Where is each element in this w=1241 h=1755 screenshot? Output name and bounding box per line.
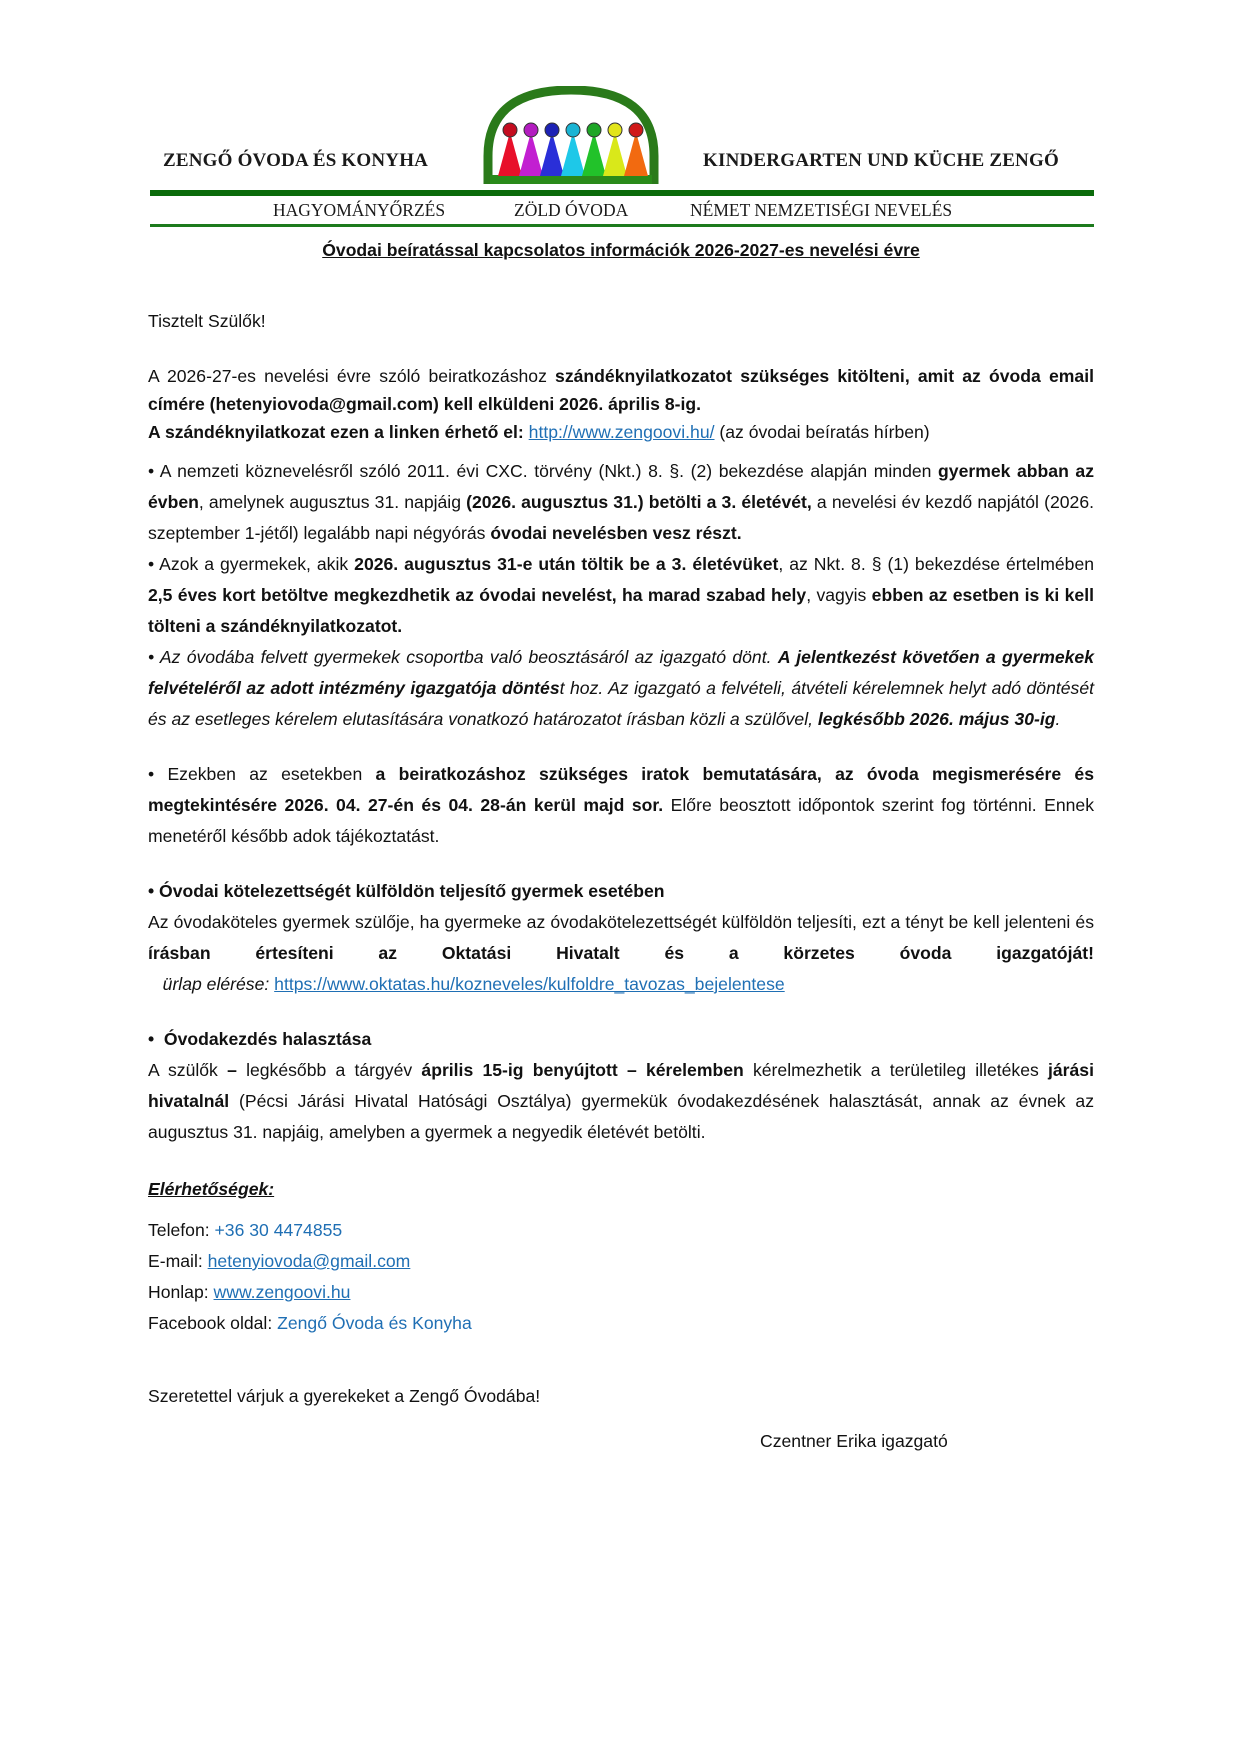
abroad-form-link[interactable]: https://www.oktatas.hu/kozneveles/kulfoldre_tavozas_bejelentese <box>274 974 785 994</box>
contact-email-row <box>148 1246 1094 1277</box>
section-postponement <box>148 1024 1094 1148</box>
bullet1-bold: gyermek abban az évben <box>148 461 1095 512</box>
bullet1-bold3: óvodai nevelésben vesz részt. <box>490 523 742 543</box>
bullet1-text: • A nemzeti köznevelésről szóló 2011. évi CXC. törvény (Nkt.) 8. §. (2) bekezdése alapján minden <box>148 461 939 481</box>
bullet-document-presentation <box>148 759 1094 852</box>
header-title-hungarian: ZENGŐ ÓVODA ÉS KONYHA <box>163 150 429 171</box>
postpone-heading: • Óvodakezdés halasztása <box>148 1029 372 1049</box>
web-label: Honlap: <box>148 1282 214 1302</box>
subtitle-green-kindergarten: ZÖLD ÓVODA <box>514 200 629 220</box>
header-divider-thin <box>150 224 1094 227</box>
postpone-text3: kérelmezhetik a területileg illetékes <box>743 1060 1048 1080</box>
postpone-text2: legkésőbb a tárgyév <box>236 1060 422 1080</box>
contact-facebook-row <box>148 1308 1094 1339</box>
bullet-early-admission <box>148 549 1094 642</box>
contact-phone-row <box>148 1215 1094 1246</box>
abroad-bold: írásban értesíteni az Oktatási Hivatalt és a körzetes óvoda igazgatóját! <box>148 943 1094 963</box>
bullet2-bold3: ebben az esetben is ki kell tölteni a szándéknyilatkozatot. <box>148 585 1094 636</box>
header-divider-thick <box>150 190 1094 196</box>
intro-bold: szándéknyilatkozatot szükséges kitölteni, amit az óvoda email címére (hetenyiovoda@gmail.com) kell elküldeni 2026. április 8-ig. <box>148 366 1094 414</box>
document-title: Óvodai beíratással kapcsolatos információk 2026-2027-es nevelési évre <box>322 240 920 260</box>
bullet3-bold: A jelentkezést követően a gyermekek felvételéről az adott intézmény igazgatója döntés <box>148 647 1094 698</box>
intro-text: A 2026-27-es nevelési évre szóló beiratkozáshoz <box>148 366 556 386</box>
bullet3-bold2: legkésőbb 2026. május 30-ig <box>817 709 1056 729</box>
closing-line: Szeretettel várjuk a gyerekeket a Zengő Óvodába! <box>148 1386 541 1406</box>
bullet4-text2: Előre beosztott időpontok szerint fog történni. Ennek menetéről később adok tájékoztatást. <box>148 795 1094 846</box>
bullet4-text: • Ezekben az esetekben <box>148 764 376 784</box>
postpone-text4: (Pécsi Járási Hivatal Hatósági Osztálya) gyermekük óvodakezdésének halasztását, annak az évnek az augusztus 31. napjáig, amelyben a gyermek a negyedik életévét betölti. <box>148 1091 1094 1142</box>
intro-link-note: (az óvodai beíratás hírben) <box>714 422 930 442</box>
bullet-mandatory-attendance <box>148 456 1094 549</box>
bullet2-text2: , az Nkt. 8. § (1) bekezdése értelmében <box>778 554 1095 574</box>
bullet3-text: • Az óvodába felvett gyermekek csoportba való beosztásáról az igazgató dönt. <box>148 647 778 667</box>
bullet2-bold2: 2,5 éves kort betöltve megkezdhetik az óvodai nevelést, ha marad szabad hely <box>148 585 807 605</box>
kindergarten-arch-logo-icon <box>476 86 666 186</box>
postpone-bold: április 15-ig benyújtott – kérelemben <box>421 1060 744 1080</box>
contacts-section <box>148 1174 1094 1339</box>
bullet3-text2: t hoz. Az igazgató a felvételi, átvételi kérelemnek helyt adó döntését és az esetleges kérelem elutasítására vonatkozó határozatot írásban közli a szülővel, <box>148 678 1095 729</box>
phone-label: Telefon: <box>148 1220 215 1240</box>
bullet4-bold: a beiratkozáshoz szükséges iratok bemutatására, az óvoda megismerésére és megtekintésére 2026. 04. 27-én és 04. 28-án kerül majd sor. <box>148 764 1094 815</box>
postpone-bold2: járási hivatalnál <box>148 1060 1094 1111</box>
abroad-heading: • Óvodai kötelezettségét külföldön teljesítő gyermek esetében <box>148 881 665 901</box>
email-link[interactable]: hetenyiovoda@gmail.com <box>207 1251 411 1271</box>
postpone-dash: – <box>227 1060 237 1080</box>
bullet3-text3: . <box>1055 709 1061 729</box>
bullet-admission-decision <box>148 642 1094 735</box>
greeting: Tisztelt Szülők! <box>148 311 266 331</box>
subtitle-tradition: HAGYOMÁNYŐRZÉS <box>273 200 446 220</box>
bullet1-text2: , amelynek augusztus 31. napjáig <box>198 492 467 512</box>
abroad-form-label: ürlap elérése: <box>148 974 275 994</box>
intro-paragraph <box>148 362 1094 446</box>
header-subtitle-bar <box>150 198 1094 224</box>
contacts-title: Elérhetőségek: <box>148 1179 275 1199</box>
intro-link-label: A szándéknyilatkozat ezen a linken érhető el: <box>148 422 529 442</box>
document-body <box>148 236 1094 1457</box>
registration-link[interactable]: http://www.zengoovi.hu/ <box>528 422 715 442</box>
contact-web-row <box>148 1277 1094 1308</box>
bullet1-text3: a nevelési év kezdő napjától (2026. szeptember 1-jétől) legalább napi négyórás <box>148 492 1094 543</box>
bullet2-bold: 2026. augusztus 31-e után töltik be a 3. életévüket <box>354 554 779 574</box>
postpone-text: A szülők <box>148 1060 228 1080</box>
header-title-german: KINDERGARTEN UND KÜCHE ZENGŐ <box>703 150 1059 171</box>
phone-link[interactable]: +36 30 4474855 <box>214 1220 343 1240</box>
facebook-link[interactable]: Zengő Óvoda és Konyha <box>277 1313 472 1333</box>
bullet2-text: • Azok a gyermekek, akik <box>148 554 355 574</box>
bullet2-text3: , vagyis <box>806 585 872 605</box>
section-abroad <box>148 876 1094 1000</box>
bullet1-bold2: (2026. augusztus 31.) betölti a 3. életévét, <box>466 492 812 512</box>
facebook-label: Facebook oldal: <box>148 1313 278 1333</box>
subtitle-german-education: NÉMET NEMZETISÉGI NEVELÉS <box>690 200 953 220</box>
abroad-text: Az óvodaköteles gyermek szülője, ha gyermeke az óvodakötelezettségét külföldön teljesíti, ezt a tényt be kell jelenteni és <box>148 912 1094 932</box>
signature: Czentner Erika igazgató <box>760 1431 948 1451</box>
website-link[interactable]: www.zengoovi.hu <box>213 1282 351 1302</box>
email-label: E-mail: <box>148 1251 208 1271</box>
